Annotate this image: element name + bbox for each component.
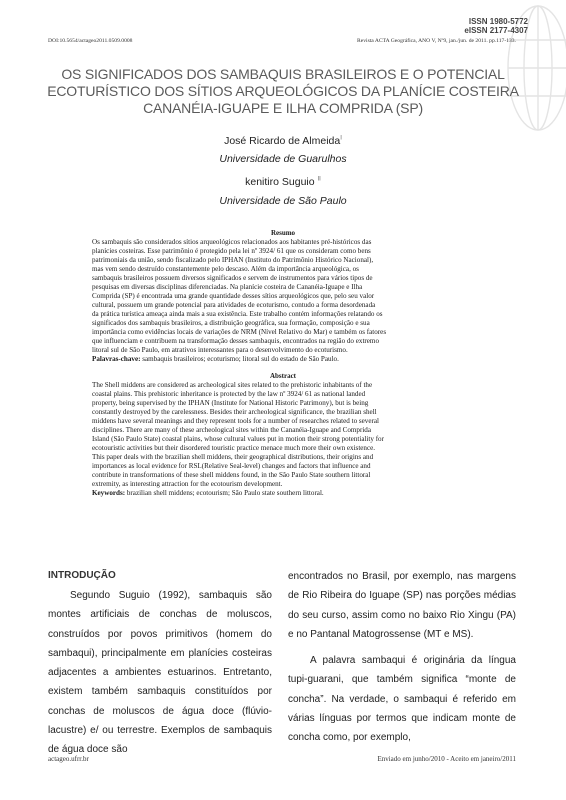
author-1-affiliation: Universidade de Guarulhos — [219, 153, 347, 165]
abstract-line: constantly destroyed by the carelessness. Besides their archeological significance, the brazilian shell — [92, 408, 377, 416]
resumo-line: patrimoniais da união, sendo fiscalizado pelo IPHAN (Instituto do Patrimônio Histórico Nacional), — [92, 256, 374, 264]
abstract-line: ecotouristic activities but their disordered touristic practice menace much more their own existence. — [92, 444, 376, 452]
abstract-line: This paper deals with the brazilian shell middens, their geographical distributions, their origins and — [92, 453, 374, 461]
author-1 — [0, 135, 566, 147]
author-1-mark: I — [340, 135, 342, 142]
issn-block — [464, 17, 528, 35]
journal-reference: Revista ACTA Geográfica, ANO V, Nº9, jan./jun. de 2011. pp.117-133. — [357, 38, 516, 44]
footer-website[interactable]: actageo.ufrr.br — [48, 755, 89, 763]
paragraph: Segundo Suguio (1992), sambaquis são montes artificiais de conchas de moluscos, construídos por povos primitivos (homem do sambaqui), principalmente em planícies costeiras adjacentes a ambientes estuarinos. Entretanto, existem também sambaquis constituídos por conchas de moluscos de água doce (flúvio-lacustre) e/ ou terrestre. Exemplos de sambaquis de água doce são — [48, 590, 272, 756]
abstract-line: middens have several meanings and they represent tools for a number of researches related to several — [92, 417, 379, 425]
footer-dates: Enviado em junho/2010 - Aceito em janeiro/2011 — [377, 755, 516, 763]
abstract-line: importances as local evidence for RSL(Relative Seal-level) changes and factors that influence and — [92, 462, 371, 470]
abstract-line: contribute in transformations of these shell middens found, in the São Paulo State southern littoral — [92, 471, 371, 479]
author-2-name: kenitiro Suguio — [245, 176, 315, 188]
abstract-line: extremity, as interesting attraction for the ecotourism development. — [92, 480, 283, 488]
doi[interactable]: DOI:10.5654/actageo2011.0509.0008 — [48, 38, 133, 44]
abstract-line: disciplines. There are many of these archeological sites within the Cananéia-Iguape and Comprida — [92, 426, 371, 434]
abstract-keywords-text: brazilian shell middens; ecotourism; São Paulo state southern littoral. — [125, 489, 324, 497]
paper-title — [40, 66, 526, 117]
abstract-body — [92, 381, 474, 498]
abstract-line: The Shell middens are considered as archeological sites related to the prehistoric inhabitants of the — [92, 381, 373, 389]
resumo-line: Os sambaquis são considerados sítios arqueológicos relacionados aos habitantes pré-históricos das — [92, 238, 372, 246]
eissn: eISSN 2177-4307 — [464, 26, 528, 35]
resumo-line: mas vem sendo destruído constantemente pelo descaso. Além da importância arqueológica, os — [92, 265, 359, 273]
resumo-line: pesquisas em diversas disciplinas diferenciadas. Na planície costeira de Cananéia-Iguape e Ilha — [92, 283, 363, 291]
resumo-line: planícies costeiras. Esse patrimônio é protegido pela lei nº 3924/ 61 que os consideram como bens — [92, 247, 371, 255]
resumo-keywords-text: sambaquis brasileiros; ecoturismo; litoral sul do estado de São Paulo. — [140, 355, 339, 363]
body-column-left — [48, 586, 272, 760]
resumo-heading: Resumo — [270, 229, 296, 237]
introduction-heading: INTRODUÇÃO — [48, 570, 116, 581]
title-line-1: OS SIGNIFICADOS DOS SAMBAQUIS BRASILEIROS E O POTENCIAL — [61, 66, 505, 82]
abstract-line: coastal plains. This prehistoric inheritance is protected by the law nº 3924/ 61 as national landed — [92, 390, 366, 398]
abstract-line: property, being supervised by the IPHAN (Institute for National Historic Patrimony), but is being — [92, 399, 369, 407]
title-line-3: CANANÉIA-IGUAPE E ILHA COMPRIDA (SP) — [143, 100, 423, 116]
resumo-line: que influenciam e contribuem na transformação desses sambaquis, encontrados na região do extremo — [92, 337, 379, 345]
body-column-right — [288, 567, 516, 748]
resumo-keywords-label: Palavras-chave: — [92, 355, 141, 363]
author-1-name: José Ricardo de Almeida — [224, 135, 341, 147]
abstract-line: Island (São Paulo State) coastal plains, whose cultural values put in motion their strong potentiality for — [92, 435, 384, 443]
resumo-line: Comprida (SP) é encontrada uma grande quantidade desses sítios arqueológicos que, pelo seu valor — [92, 292, 375, 300]
abstract-heading: Abstract — [269, 372, 297, 380]
resumo-keywords — [92, 355, 474, 364]
issn: ISSN 1980-5772 — [468, 17, 528, 26]
title-line-2: ECOTURÍSTICO DOS SÍTIOS ARQUEOLÓGICOS DA PLANÍCIE COSTEIRA — [47, 83, 519, 99]
abstract-keywords — [92, 489, 474, 498]
resumo-line: cultural, possuem um grande potencial para atividades de ecoturismo, contudo a forma desordenada — [92, 301, 376, 309]
resumo-line: importância como evidências locais de variações de NRM (Nível Relativo do Mar) e também os fatores — [92, 328, 387, 336]
paragraph: A palavra sambaqui é originária da língua tupi-guarani, que também significa “monte de concha”. Na verdade, o sambaqui é referido em várias línguas por termos que indicam monte de concha como, por exemplo, — [288, 655, 516, 744]
resumo-line: litoral sul de São Paulo, em atrativos interessantes para o desenvolvimento do ecoturismo. — [92, 346, 348, 354]
abstract-keywords-label: Keywords: — [92, 489, 126, 497]
resumo-line: sambaquis brasileiros possuem diversos significados e servem de instrumentos para vários tipos de — [92, 274, 373, 282]
author-2-affiliation: Universidade de São Paulo — [219, 195, 347, 207]
resumo-line: da prática turística ameaça ainda mais a sua existência. Este trabalho contém informações relatando os — [92, 310, 383, 318]
author-2-mark: II — [317, 176, 321, 183]
resumo-line: significados dos sambaquis brasileiros, a distribuição geográfica, sua formação, composição e sua — [92, 319, 370, 327]
author-2 — [0, 176, 566, 188]
resumo-body — [92, 238, 474, 364]
paragraph: encontrados no Brasil, por exemplo, nas margens de Rio Ribeira do Iguape (SP) nas porções médias do seu curso, assim como no baixo Rio Xingu (PA) e no Pantanal Matogrossense (MT e MS). — [288, 571, 516, 640]
